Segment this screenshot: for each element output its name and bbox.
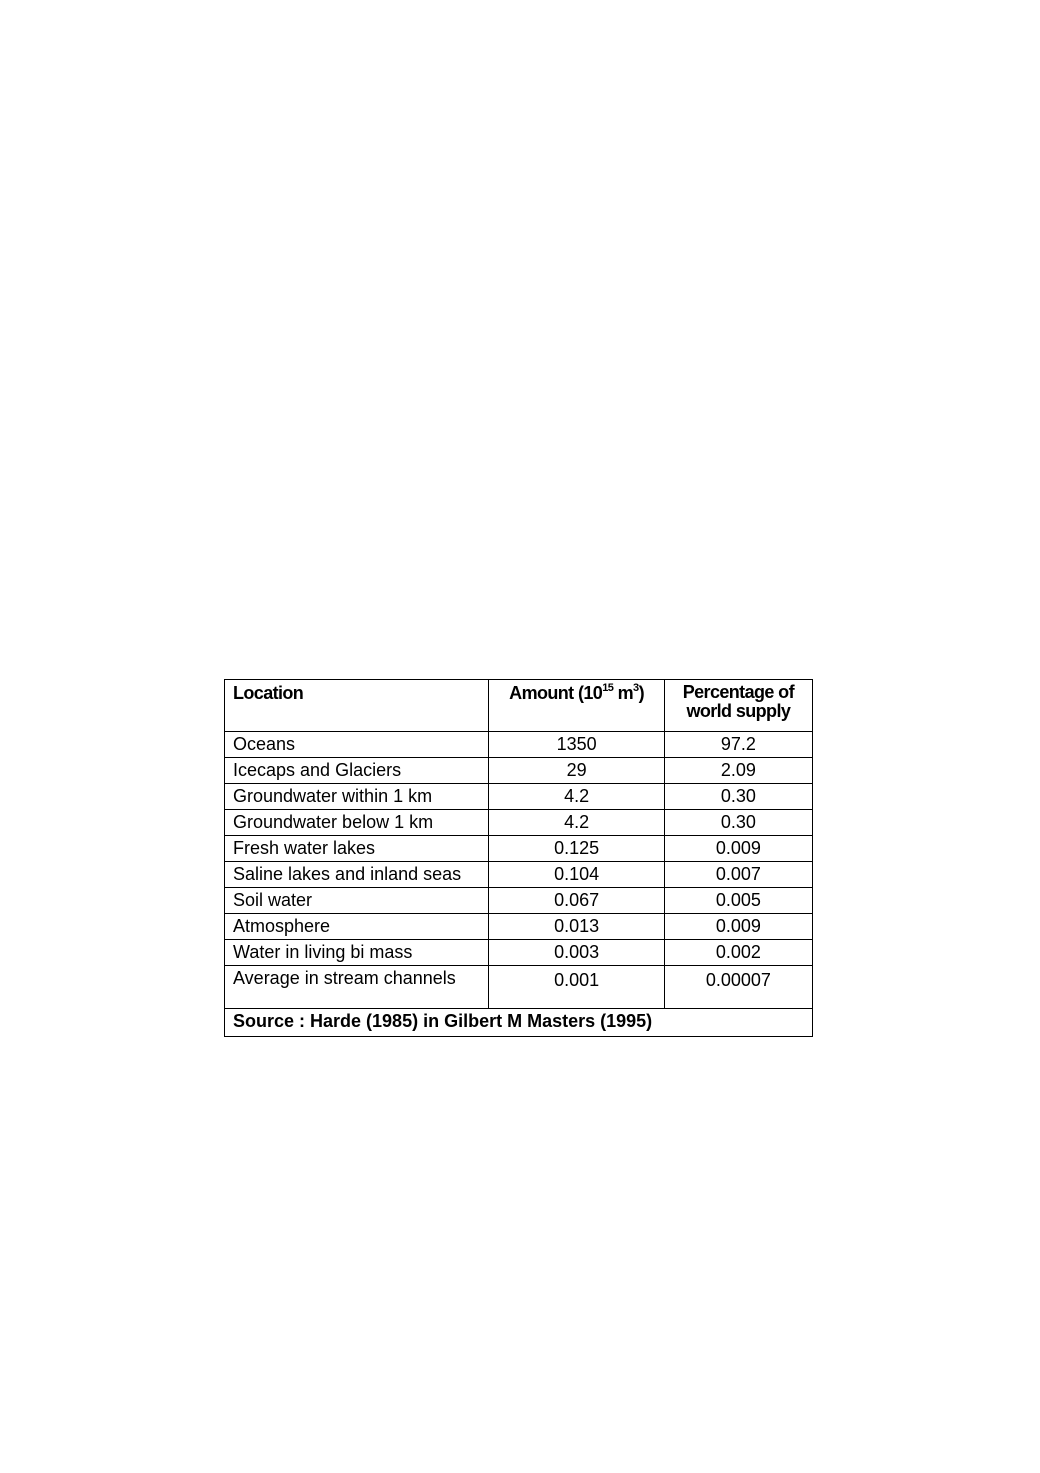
cell-location: Fresh water lakes — [225, 836, 489, 862]
cell-location: Oceans — [225, 732, 489, 758]
cell-percentage: 0.009 — [664, 914, 812, 940]
table-row — [225, 862, 813, 888]
cell-amount: 0.104 — [489, 862, 664, 888]
cell-percentage: 0.00007 — [664, 966, 812, 1009]
cell-percentage: 0.30 — [664, 784, 812, 810]
table-row — [225, 914, 813, 940]
water-distribution-table — [224, 679, 813, 1037]
header-amount-prefix: Amount (10 — [509, 683, 603, 703]
cell-location: Icecaps and Glaciers — [225, 758, 489, 784]
cell-amount: 0.001 — [489, 966, 664, 1009]
cell-location: Water in living bi mass — [225, 940, 489, 966]
cell-amount: 1350 — [489, 732, 664, 758]
header-percentage — [664, 680, 812, 732]
header-location: Location — [225, 680, 489, 732]
table-row — [225, 966, 813, 1009]
cell-location: Soil water — [225, 888, 489, 914]
header-percentage-line1: Percentage of — [682, 682, 794, 702]
table-header-row — [225, 680, 813, 732]
table-row — [225, 940, 813, 966]
cell-amount: 0.067 — [489, 888, 664, 914]
header-amount-unit-exponent: 3 — [633, 682, 639, 694]
cell-amount: 4.2 — [489, 810, 664, 836]
header-amount-suffix: ) — [638, 683, 644, 703]
header-amount-exponent: 15 — [602, 682, 614, 694]
header-percentage-line2: world supply — [686, 701, 791, 721]
header-amount — [489, 680, 664, 732]
cell-amount: 0.003 — [489, 940, 664, 966]
cell-percentage: 0.005 — [664, 888, 812, 914]
cell-percentage: 0.30 — [664, 810, 812, 836]
cell-percentage: 97.2 — [664, 732, 812, 758]
cell-amount: 0.013 — [489, 914, 664, 940]
cell-location: Saline lakes and inland seas — [225, 862, 489, 888]
table-source-row — [225, 1009, 813, 1037]
table-row — [225, 810, 813, 836]
table-row — [225, 784, 813, 810]
cell-location: Average in stream channels — [225, 966, 489, 1009]
table-row — [225, 732, 813, 758]
cell-percentage: 0.009 — [664, 836, 812, 862]
cell-location: Groundwater within 1 km — [225, 784, 489, 810]
cell-percentage: 2.09 — [664, 758, 812, 784]
cell-percentage: 0.007 — [664, 862, 812, 888]
header-amount-unit: m — [613, 683, 634, 703]
cell-amount: 0.125 — [489, 836, 664, 862]
cell-percentage: 0.002 — [664, 940, 812, 966]
table-row — [225, 836, 813, 862]
cell-location: Atmosphere — [225, 914, 489, 940]
table-row — [225, 758, 813, 784]
cell-amount: 4.2 — [489, 784, 664, 810]
table-row — [225, 888, 813, 914]
source-note: Source : Harde (1985) in Gilbert M Masters (1995) — [225, 1009, 813, 1037]
cell-location: Groundwater below 1 km — [225, 810, 489, 836]
cell-amount: 29 — [489, 758, 664, 784]
